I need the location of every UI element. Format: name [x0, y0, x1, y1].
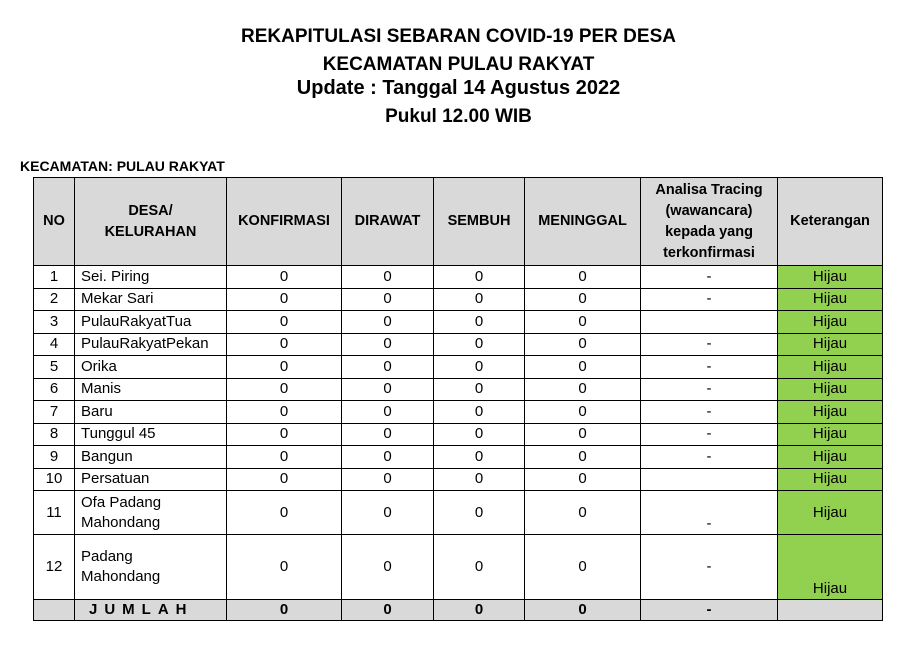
cell-keterangan: Hijau: [778, 311, 883, 334]
update-date: Update : Tanggal 14 Agustus 2022: [296, 77, 621, 99]
cell-sembuh: 0: [434, 446, 525, 469]
cell-desa: Sei. Piring: [75, 266, 227, 289]
table-row: [34, 356, 883, 379]
cell-no: 6: [34, 378, 75, 401]
cell-keterangan: Hijau: [778, 333, 883, 356]
cell-dirawat: 0: [342, 491, 434, 535]
col-tracing-line2: (wawancara): [665, 202, 753, 219]
total-konfirmasi: 0: [227, 600, 342, 621]
report-title: REKAPITULASI SEBARAN COVID-19 PER DESA: [241, 26, 676, 47]
cell-tracing: -: [641, 491, 778, 535]
cell-no: 9: [34, 446, 75, 469]
total-row: [34, 600, 883, 621]
cell-tracing: -: [641, 378, 778, 401]
covid-table: [33, 177, 883, 621]
cell-keterangan: Hijau: [778, 423, 883, 446]
cell-meninggal: 0: [525, 535, 641, 600]
cell-meninggal: 0: [525, 378, 641, 401]
cell-keterangan: Hijau: [778, 491, 883, 535]
total-label: JUMLAH: [75, 600, 227, 621]
cell-tracing: -: [641, 401, 778, 424]
cell-meninggal: 0: [525, 468, 641, 491]
cell-desa: [75, 491, 227, 535]
total-dirawat: 0: [342, 600, 434, 621]
table-row: [34, 311, 883, 334]
cell-keterangan: Hijau: [778, 356, 883, 379]
cell-no: 12: [34, 535, 75, 600]
cell-desa-line2: Mahondang: [81, 513, 161, 531]
total-meninggal: 0: [525, 600, 641, 621]
cell-dirawat: 0: [342, 423, 434, 446]
update-time: Pukul 12.00 WIB: [385, 106, 532, 127]
table-row: [34, 468, 883, 491]
col-tracing: [641, 178, 778, 266]
cell-no: 1: [34, 266, 75, 289]
cell-desa: Persatuan: [75, 468, 227, 491]
cell-desa: [75, 535, 227, 600]
cell-dirawat: 0: [342, 401, 434, 424]
cell-desa-line2: Mahondang: [81, 568, 161, 585]
cell-keterangan: Hijau: [778, 446, 883, 469]
cell-meninggal: 0: [525, 356, 641, 379]
cell-keterangan: Hijau: [778, 468, 883, 491]
cell-no: 11: [34, 491, 75, 535]
cell-konfirmasi: 0: [227, 423, 342, 446]
cell-tracing: -: [641, 535, 778, 600]
cell-desa: Baru: [75, 401, 227, 424]
col-tracing-line1: Analisa Tracing: [655, 181, 763, 198]
col-no: NO: [34, 178, 75, 266]
cell-konfirmasi: 0: [227, 535, 342, 600]
cell-sembuh: 0: [434, 356, 525, 379]
col-desa-line2: KELURAHAN: [104, 223, 197, 240]
table-row: [34, 266, 883, 289]
table-row: [34, 446, 883, 469]
cell-konfirmasi: 0: [227, 311, 342, 334]
cell-keterangan: Hijau: [778, 266, 883, 289]
table-row: [34, 423, 883, 446]
report-subtitle: KECAMATAN PULAU RAKYAT: [322, 54, 595, 75]
cell-konfirmasi: 0: [227, 333, 342, 356]
cell-meninggal: 0: [525, 311, 641, 334]
cell-konfirmasi: 0: [227, 266, 342, 289]
col-meninggal: MENINGGAL: [525, 178, 641, 266]
table-row: [34, 378, 883, 401]
cell-keterangan: Hijau: [778, 401, 883, 424]
cell-dirawat: 0: [342, 266, 434, 289]
cell-sembuh: 0: [434, 401, 525, 424]
total-tracing: -: [641, 600, 778, 621]
cell-konfirmasi: 0: [227, 378, 342, 401]
cell-sembuh: 0: [434, 423, 525, 446]
col-desa: [75, 178, 227, 266]
cell-no: 4: [34, 333, 75, 356]
cell-desa-line1: Ofa Padang: [81, 493, 162, 511]
cell-meninggal: 0: [525, 401, 641, 424]
cell-desa-line1: Padang: [81, 548, 133, 565]
table-row: [34, 401, 883, 424]
cell-dirawat: 0: [342, 468, 434, 491]
kecamatan-label: KECAMATAN: PULAU RAKYAT: [20, 158, 225, 174]
cell-tracing: -: [641, 356, 778, 379]
cell-dirawat: 0: [342, 356, 434, 379]
cell-desa: PulauRakyatTua: [75, 311, 227, 334]
cell-no: 10: [34, 468, 75, 491]
cell-tracing: [641, 468, 778, 491]
cell-meninggal: 0: [525, 491, 641, 535]
col-keterangan: Keterangan: [778, 178, 883, 266]
cell-meninggal: 0: [525, 446, 641, 469]
cell-keterangan: Hijau: [778, 535, 883, 600]
cell-no: 5: [34, 356, 75, 379]
cell-dirawat: 0: [342, 311, 434, 334]
cell-tracing: -: [641, 423, 778, 446]
cell-sembuh: 0: [434, 266, 525, 289]
cell-desa: Manis: [75, 378, 227, 401]
cell-no: 8: [34, 423, 75, 446]
cell-sembuh: 0: [434, 491, 525, 535]
cell-keterangan: Hijau: [778, 378, 883, 401]
cell-dirawat: 0: [342, 446, 434, 469]
cell-tracing: -: [641, 333, 778, 356]
cell-konfirmasi: 0: [227, 446, 342, 469]
cell-dirawat: 0: [342, 288, 434, 311]
table-row: [34, 288, 883, 311]
cell-konfirmasi: 0: [227, 288, 342, 311]
cell-no: 7: [34, 401, 75, 424]
cell-konfirmasi: 0: [227, 401, 342, 424]
cell-no: 2: [34, 288, 75, 311]
col-konfirmasi: KONFIRMASI: [227, 178, 342, 266]
cell-dirawat: 0: [342, 333, 434, 356]
total-sembuh: 0: [434, 600, 525, 621]
cell-no: 3: [34, 311, 75, 334]
col-tracing-line3: kepada yang: [665, 223, 753, 240]
cell-desa: PulauRakyatPekan: [75, 333, 227, 356]
cell-meninggal: 0: [525, 288, 641, 311]
cell-sembuh: 0: [434, 288, 525, 311]
cell-desa: Tunggul 45: [75, 423, 227, 446]
table-row: [34, 491, 883, 535]
cell-desa: Bangun: [75, 446, 227, 469]
col-tracing-line4: terkonfirmasi: [663, 244, 755, 261]
col-dirawat: DIRAWAT: [342, 178, 434, 266]
cell-meninggal: 0: [525, 333, 641, 356]
col-sembuh: SEMBUH: [434, 178, 525, 266]
cell-sembuh: 0: [434, 378, 525, 401]
cell-dirawat: 0: [342, 535, 434, 600]
table-row: [34, 535, 883, 600]
cell-sembuh: 0: [434, 311, 525, 334]
cell-dirawat: 0: [342, 378, 434, 401]
cell-sembuh: 0: [434, 468, 525, 491]
cell-konfirmasi: 0: [227, 491, 342, 535]
cell-desa: Orika: [75, 356, 227, 379]
table-header-row: [34, 178, 883, 266]
cell-sembuh: 0: [434, 333, 525, 356]
cell-tracing: -: [641, 288, 778, 311]
cell-konfirmasi: 0: [227, 356, 342, 379]
cell-tracing: [641, 311, 778, 334]
cell-desa: Mekar Sari: [75, 288, 227, 311]
cell-tracing: -: [641, 266, 778, 289]
cell-meninggal: 0: [525, 423, 641, 446]
table-row: [34, 333, 883, 356]
cell-tracing: -: [641, 446, 778, 469]
cell-keterangan: Hijau: [778, 288, 883, 311]
cell-meninggal: 0: [525, 266, 641, 289]
cell-sembuh: 0: [434, 535, 525, 600]
table-body: [34, 266, 883, 621]
cell-konfirmasi: 0: [227, 468, 342, 491]
col-desa-line1: DESA/: [128, 202, 173, 219]
